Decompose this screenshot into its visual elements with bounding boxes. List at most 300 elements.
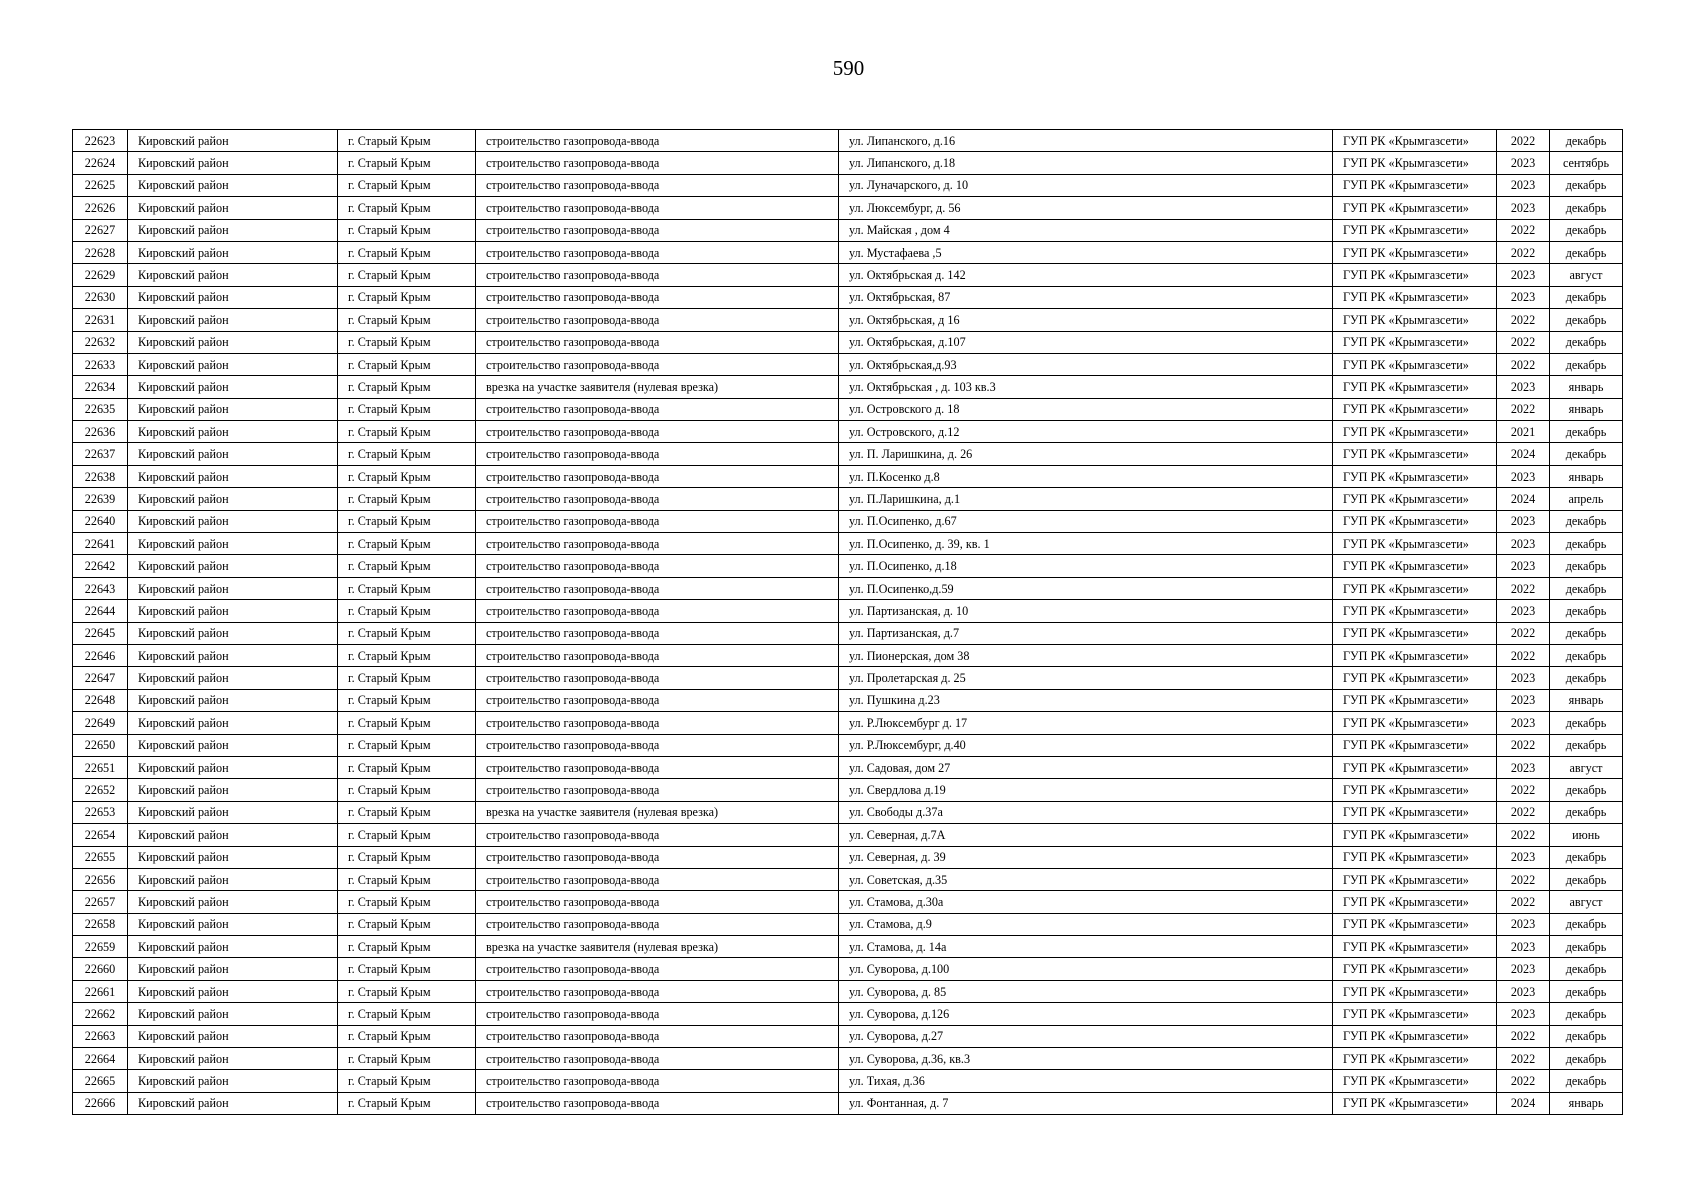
organization-cell: ГУП РК «Крымгазсети» [1333, 824, 1497, 846]
district-cell: Кировский район [128, 891, 338, 913]
locality-cell: г. Старый Крым [338, 197, 476, 219]
year-cell: 2023 [1497, 980, 1550, 1002]
row-number-cell: 22663 [73, 1025, 128, 1047]
work-type-cell: строительство газопровода-ввода [476, 488, 839, 510]
organization-cell: ГУП РК «Крымгазсети» [1333, 1003, 1497, 1025]
district-cell: Кировский район [128, 913, 338, 935]
row-number-cell: 22623 [73, 130, 128, 152]
row-number-cell: 22625 [73, 174, 128, 196]
address-cell: ул. П.Осипенко,д.59 [839, 577, 1333, 599]
address-cell: ул. Октябрьская,д.93 [839, 353, 1333, 375]
organization-cell: ГУП РК «Крымгазсети» [1333, 555, 1497, 577]
work-type-cell: строительство газопровода-ввода [476, 555, 839, 577]
organization-cell: ГУП РК «Крымгазсети» [1333, 756, 1497, 778]
district-cell: Кировский район [128, 264, 338, 286]
address-cell: ул. Советская, д.35 [839, 868, 1333, 890]
organization-cell: ГУП РК «Крымгазсети» [1333, 913, 1497, 935]
row-number-cell: 22664 [73, 1048, 128, 1070]
address-cell: ул. Островского д. 18 [839, 398, 1333, 420]
month-cell: январь [1550, 1092, 1623, 1114]
row-number-cell: 22632 [73, 331, 128, 353]
row-number-cell: 22627 [73, 219, 128, 241]
organization-cell: ГУП РК «Крымгазсети» [1333, 241, 1497, 263]
month-cell: январь [1550, 376, 1623, 398]
address-cell: ул. Октябрьская, д 16 [839, 309, 1333, 331]
work-type-cell: строительство газопровода-ввода [476, 286, 839, 308]
district-cell: Кировский район [128, 331, 338, 353]
year-cell: 2022 [1497, 868, 1550, 890]
district-cell: Кировский район [128, 219, 338, 241]
work-type-cell: строительство газопровода-ввода [476, 734, 839, 756]
district-cell: Кировский район [128, 958, 338, 980]
organization-cell: ГУП РК «Крымгазсети» [1333, 936, 1497, 958]
organization-cell: ГУП РК «Крымгазсети» [1333, 689, 1497, 711]
year-cell: 2023 [1497, 174, 1550, 196]
district-cell: Кировский район [128, 1048, 338, 1070]
year-cell: 2022 [1497, 353, 1550, 375]
month-cell: август [1550, 264, 1623, 286]
district-cell: Кировский район [128, 1070, 338, 1092]
work-type-cell: строительство газопровода-ввода [476, 980, 839, 1002]
month-cell: декабрь [1550, 734, 1623, 756]
table-row [73, 868, 1623, 890]
organization-cell: ГУП РК «Крымгазсети» [1333, 152, 1497, 174]
work-type-cell: строительство газопровода-ввода [476, 510, 839, 532]
year-cell: 2022 [1497, 398, 1550, 420]
organization-cell: ГУП РК «Крымгазсети» [1333, 197, 1497, 219]
district-cell: Кировский район [128, 689, 338, 711]
year-cell: 2023 [1497, 286, 1550, 308]
locality-cell: г. Старый Крым [338, 689, 476, 711]
month-cell: декабрь [1550, 197, 1623, 219]
year-cell: 2023 [1497, 936, 1550, 958]
locality-cell: г. Старый Крым [338, 891, 476, 913]
locality-cell: г. Старый Крым [338, 1048, 476, 1070]
year-cell: 2022 [1497, 331, 1550, 353]
work-type-cell: строительство газопровода-ввода [476, 398, 839, 420]
address-cell: ул. Северная, д.7А [839, 824, 1333, 846]
year-cell: 2023 [1497, 689, 1550, 711]
table-row [73, 174, 1623, 196]
organization-cell: ГУП РК «Крымгазсети» [1333, 891, 1497, 913]
organization-cell: ГУП РК «Крымгазсети» [1333, 1070, 1497, 1092]
year-cell: 2022 [1497, 779, 1550, 801]
work-type-cell: строительство газопровода-ввода [476, 1025, 839, 1047]
year-cell: 2023 [1497, 510, 1550, 532]
organization-cell: ГУП РК «Крымгазсети» [1333, 353, 1497, 375]
district-cell: Кировский район [128, 756, 338, 778]
district-cell: Кировский район [128, 936, 338, 958]
month-cell: декабрь [1550, 533, 1623, 555]
district-cell: Кировский район [128, 510, 338, 532]
year-cell: 2023 [1497, 846, 1550, 868]
year-cell: 2022 [1497, 1048, 1550, 1070]
table-row [73, 264, 1623, 286]
month-cell: декабрь [1550, 936, 1623, 958]
district-cell: Кировский район [128, 667, 338, 689]
table-row [73, 488, 1623, 510]
address-cell: ул. Р.Люксембург д. 17 [839, 712, 1333, 734]
month-cell: декабрь [1550, 555, 1623, 577]
row-number-cell: 22633 [73, 353, 128, 375]
locality-cell: г. Старый Крым [338, 421, 476, 443]
month-cell: декабрь [1550, 622, 1623, 644]
year-cell: 2023 [1497, 533, 1550, 555]
month-cell: январь [1550, 465, 1623, 487]
row-number-cell: 22649 [73, 712, 128, 734]
month-cell: декабрь [1550, 1025, 1623, 1047]
district-cell: Кировский район [128, 824, 338, 846]
work-type-cell: строительство газопровода-ввода [476, 1070, 839, 1092]
address-cell: ул. Стамова, д. 14а [839, 936, 1333, 958]
locality-cell: г. Старый Крым [338, 241, 476, 263]
table-row [73, 644, 1623, 666]
row-number-cell: 22637 [73, 443, 128, 465]
table-row [73, 376, 1623, 398]
year-cell: 2022 [1497, 622, 1550, 644]
month-cell: декабрь [1550, 980, 1623, 1002]
month-cell: июнь [1550, 824, 1623, 846]
table-row [73, 443, 1623, 465]
table-row [73, 1048, 1623, 1070]
row-number-cell: 22636 [73, 421, 128, 443]
locality-cell: г. Старый Крым [338, 1092, 476, 1114]
district-cell: Кировский район [128, 980, 338, 1002]
year-cell: 2022 [1497, 577, 1550, 599]
row-number-cell: 22666 [73, 1092, 128, 1114]
organization-cell: ГУП РК «Крымгазсети» [1333, 443, 1497, 465]
month-cell: сентябрь [1550, 152, 1623, 174]
locality-cell: г. Старый Крым [338, 1070, 476, 1092]
organization-cell: ГУП РК «Крымгазсети» [1333, 1025, 1497, 1047]
row-number-cell: 22653 [73, 801, 128, 823]
organization-cell: ГУП РК «Крымгазсети» [1333, 644, 1497, 666]
address-cell: ул. Островского, д.12 [839, 421, 1333, 443]
month-cell: декабрь [1550, 846, 1623, 868]
locality-cell: г. Старый Крым [338, 376, 476, 398]
year-cell: 2024 [1497, 1092, 1550, 1114]
address-cell: ул. Суворова, д.27 [839, 1025, 1333, 1047]
table-row [73, 779, 1623, 801]
locality-cell: г. Старый Крым [338, 286, 476, 308]
table-row [73, 913, 1623, 935]
row-number-cell: 22658 [73, 913, 128, 935]
month-cell: декабрь [1550, 1070, 1623, 1092]
organization-cell: ГУП РК «Крымгазсети» [1333, 309, 1497, 331]
locality-cell: г. Старый Крым [338, 577, 476, 599]
locality-cell: г. Старый Крым [338, 868, 476, 890]
table-row [73, 980, 1623, 1002]
year-cell: 2023 [1497, 465, 1550, 487]
address-cell: ул. Северная, д. 39 [839, 846, 1333, 868]
district-cell: Кировский район [128, 868, 338, 890]
organization-cell: ГУП РК «Крымгазсети» [1333, 734, 1497, 756]
year-cell: 2022 [1497, 1025, 1550, 1047]
locality-cell: г. Старый Крым [338, 824, 476, 846]
year-cell: 2023 [1497, 555, 1550, 577]
month-cell: декабрь [1550, 1048, 1623, 1070]
organization-cell: ГУП РК «Крымгазсети» [1333, 331, 1497, 353]
work-type-cell: строительство газопровода-ввода [476, 600, 839, 622]
month-cell: декабрь [1550, 219, 1623, 241]
work-type-cell: строительство газопровода-ввода [476, 152, 839, 174]
locality-cell: г. Старый Крым [338, 779, 476, 801]
organization-cell: ГУП РК «Крымгазсети» [1333, 130, 1497, 152]
organization-cell: ГУП РК «Крымгазсети» [1333, 488, 1497, 510]
work-type-cell: строительство газопровода-ввода [476, 331, 839, 353]
address-cell: ул. Партизанская, д.7 [839, 622, 1333, 644]
organization-cell: ГУП РК «Крымгазсети» [1333, 846, 1497, 868]
year-cell: 2023 [1497, 600, 1550, 622]
address-cell: ул. П. Ларишкина, д. 26 [839, 443, 1333, 465]
district-cell: Кировский район [128, 130, 338, 152]
work-type-cell: врезка на участке заявителя (нулевая врезка) [476, 936, 839, 958]
month-cell: декабрь [1550, 712, 1623, 734]
organization-cell: ГУП РК «Крымгазсети» [1333, 577, 1497, 599]
work-type-cell: врезка на участке заявителя (нулевая врезка) [476, 801, 839, 823]
row-number-cell: 22640 [73, 510, 128, 532]
month-cell: декабрь [1550, 958, 1623, 980]
row-number-cell: 22652 [73, 779, 128, 801]
work-type-cell: строительство газопровода-ввода [476, 779, 839, 801]
address-cell: ул. Октябрьская, д.107 [839, 331, 1333, 353]
organization-cell: ГУП РК «Крымгазсети» [1333, 465, 1497, 487]
district-cell: Кировский район [128, 801, 338, 823]
year-cell: 2023 [1497, 264, 1550, 286]
table-row [73, 801, 1623, 823]
month-cell: декабрь [1550, 801, 1623, 823]
row-number-cell: 22656 [73, 868, 128, 890]
locality-cell: г. Старый Крым [338, 533, 476, 555]
work-type-cell: строительство газопровода-ввода [476, 219, 839, 241]
district-cell: Кировский район [128, 1092, 338, 1114]
month-cell: декабрь [1550, 913, 1623, 935]
locality-cell: г. Старый Крым [338, 331, 476, 353]
table-row [73, 958, 1623, 980]
work-type-cell: строительство газопровода-ввода [476, 1003, 839, 1025]
work-type-cell: строительство газопровода-ввода [476, 891, 839, 913]
month-cell: декабрь [1550, 779, 1623, 801]
month-cell: декабрь [1550, 1003, 1623, 1025]
table-row [73, 130, 1623, 152]
locality-cell: г. Старый Крым [338, 600, 476, 622]
organization-cell: ГУП РК «Крымгазсети» [1333, 421, 1497, 443]
locality-cell: г. Старый Крым [338, 443, 476, 465]
page-number: 590 [832, 56, 865, 80]
table-row [73, 286, 1623, 308]
locality-cell: г. Старый Крым [338, 936, 476, 958]
work-type-cell: строительство газопровода-ввода [476, 1092, 839, 1114]
work-type-cell: строительство газопровода-ввода [476, 443, 839, 465]
table-row [73, 667, 1623, 689]
month-cell: декабрь [1550, 353, 1623, 375]
month-cell: декабрь [1550, 510, 1623, 532]
month-cell: декабрь [1550, 174, 1623, 196]
year-cell: 2022 [1497, 241, 1550, 263]
month-cell: декабрь [1550, 309, 1623, 331]
row-number-cell: 22631 [73, 309, 128, 331]
row-number-cell: 22639 [73, 488, 128, 510]
work-type-cell: строительство газопровода-ввода [476, 421, 839, 443]
row-number-cell: 22648 [73, 689, 128, 711]
organization-cell: ГУП РК «Крымгазсети» [1333, 980, 1497, 1002]
organization-cell: ГУП РК «Крымгазсети» [1333, 286, 1497, 308]
district-cell: Кировский район [128, 286, 338, 308]
locality-cell: г. Старый Крым [338, 712, 476, 734]
row-number-cell: 22654 [73, 824, 128, 846]
locality-cell: г. Старый Крым [338, 734, 476, 756]
table-row [73, 600, 1623, 622]
work-type-cell: строительство газопровода-ввода [476, 1048, 839, 1070]
address-cell: ул. Пионерская, дом 38 [839, 644, 1333, 666]
table-row [73, 936, 1623, 958]
month-cell: декабрь [1550, 443, 1623, 465]
year-cell: 2023 [1497, 197, 1550, 219]
table-row [73, 1092, 1623, 1114]
row-number-cell: 22661 [73, 980, 128, 1002]
district-cell: Кировский район [128, 779, 338, 801]
work-type-cell: строительство газопровода-ввода [476, 353, 839, 375]
organization-cell: ГУП РК «Крымгазсети» [1333, 622, 1497, 644]
district-cell: Кировский район [128, 465, 338, 487]
address-cell: ул. Липанского, д.16 [839, 130, 1333, 152]
district-cell: Кировский район [128, 241, 338, 263]
locality-cell: г. Старый Крым [338, 510, 476, 532]
year-cell: 2022 [1497, 219, 1550, 241]
locality-cell: г. Старый Крым [338, 801, 476, 823]
work-type-cell: строительство газопровода-ввода [476, 689, 839, 711]
table-row [73, 712, 1623, 734]
work-type-cell: строительство газопровода-ввода [476, 868, 839, 890]
organization-cell: ГУП РК «Крымгазсети» [1333, 219, 1497, 241]
address-cell: ул. Стамова, д.9 [839, 913, 1333, 935]
locality-cell: г. Старый Крым [338, 667, 476, 689]
work-type-cell: строительство газопровода-ввода [476, 622, 839, 644]
locality-cell: г. Старый Крым [338, 846, 476, 868]
month-cell: декабрь [1550, 667, 1623, 689]
year-cell: 2022 [1497, 309, 1550, 331]
locality-cell: г. Старый Крым [338, 219, 476, 241]
year-cell: 2022 [1497, 734, 1550, 756]
organization-cell: ГУП РК «Крымгазсети» [1333, 533, 1497, 555]
address-cell: ул. Тихая, д.36 [839, 1070, 1333, 1092]
table-row [73, 1070, 1623, 1092]
organization-cell: ГУП РК «Крымгазсети» [1333, 376, 1497, 398]
locality-cell: г. Старый Крым [338, 152, 476, 174]
address-cell: ул. Суворова, д.36, кв.3 [839, 1048, 1333, 1070]
year-cell: 2024 [1497, 443, 1550, 465]
row-number-cell: 22647 [73, 667, 128, 689]
district-cell: Кировский район [128, 555, 338, 577]
work-type-cell: строительство газопровода-ввода [476, 264, 839, 286]
row-number-cell: 22643 [73, 577, 128, 599]
table-row [73, 1003, 1623, 1025]
table-row [73, 465, 1623, 487]
address-cell: ул. Фонтанная, д. 7 [839, 1092, 1333, 1114]
row-number-cell: 22659 [73, 936, 128, 958]
month-cell: декабрь [1550, 868, 1623, 890]
address-cell: ул. П.Осипенко, д.67 [839, 510, 1333, 532]
month-cell: декабрь [1550, 421, 1623, 443]
district-cell: Кировский район [128, 644, 338, 666]
year-cell: 2022 [1497, 130, 1550, 152]
row-number-cell: 22626 [73, 197, 128, 219]
district-cell: Кировский район [128, 488, 338, 510]
month-cell: август [1550, 891, 1623, 913]
work-type-cell: строительство газопровода-ввода [476, 846, 839, 868]
address-cell: ул. Пролетарская д. 25 [839, 667, 1333, 689]
address-cell: ул. П.Косенко д.8 [839, 465, 1333, 487]
work-type-cell: строительство газопровода-ввода [476, 712, 839, 734]
table-row [73, 846, 1623, 868]
address-cell: ул. П.Осипенко, д. 39, кв. 1 [839, 533, 1333, 555]
organization-cell: ГУП РК «Крымгазсети» [1333, 510, 1497, 532]
row-number-cell: 22650 [73, 734, 128, 756]
year-cell: 2023 [1497, 958, 1550, 980]
work-type-cell: строительство газопровода-ввода [476, 533, 839, 555]
address-cell: ул. Мустафаева ,5 [839, 241, 1333, 263]
row-number-cell: 22662 [73, 1003, 128, 1025]
table-row [73, 622, 1623, 644]
year-cell: 2023 [1497, 712, 1550, 734]
table-row [73, 689, 1623, 711]
locality-cell: г. Старый Крым [338, 174, 476, 196]
district-cell: Кировский район [128, 197, 338, 219]
locality-cell: г. Старый Крым [338, 622, 476, 644]
year-cell: 2023 [1497, 756, 1550, 778]
work-type-cell: строительство газопровода-ввода [476, 958, 839, 980]
table-row [73, 577, 1623, 599]
address-cell: ул. Липанского, д.18 [839, 152, 1333, 174]
organization-cell: ГУП РК «Крымгазсети» [1333, 667, 1497, 689]
address-cell: ул. Свободы д.37а [839, 801, 1333, 823]
month-cell: январь [1550, 398, 1623, 420]
address-cell: ул. Луначарского, д. 10 [839, 174, 1333, 196]
address-cell: ул. Пушкина д.23 [839, 689, 1333, 711]
district-cell: Кировский район [128, 309, 338, 331]
address-cell: ул. Октябрьская д. 142 [839, 264, 1333, 286]
table-row [73, 398, 1623, 420]
row-number-cell: 22655 [73, 846, 128, 868]
district-cell: Кировский район [128, 398, 338, 420]
district-cell: Кировский район [128, 353, 338, 375]
work-type-cell: строительство газопровода-ввода [476, 130, 839, 152]
year-cell: 2022 [1497, 1070, 1550, 1092]
organization-cell: ГУП РК «Крымгазсети» [1333, 801, 1497, 823]
locality-cell: г. Старый Крым [338, 644, 476, 666]
organization-cell: ГУП РК «Крымгазсети» [1333, 1048, 1497, 1070]
address-cell: ул. Суворова, д. 85 [839, 980, 1333, 1002]
district-cell: Кировский район [128, 421, 338, 443]
district-cell: Кировский район [128, 622, 338, 644]
address-cell: ул. Р.Люксембург, д.40 [839, 734, 1333, 756]
month-cell: декабрь [1550, 331, 1623, 353]
year-cell: 2024 [1497, 488, 1550, 510]
address-cell: ул. Октябрьская , д. 103 кв.3 [839, 376, 1333, 398]
month-cell: декабрь [1550, 577, 1623, 599]
table-row [73, 891, 1623, 913]
row-number-cell: 22651 [73, 756, 128, 778]
address-cell: ул. Свердлова д.19 [839, 779, 1333, 801]
locality-cell: г. Старый Крым [338, 980, 476, 1002]
organization-cell: ГУП РК «Крымгазсети» [1333, 712, 1497, 734]
district-cell: Кировский район [128, 152, 338, 174]
locality-cell: г. Старый Крым [338, 756, 476, 778]
year-cell: 2022 [1497, 644, 1550, 666]
table-row [73, 533, 1623, 555]
table-body [73, 130, 1623, 1115]
locality-cell: г. Старый Крым [338, 353, 476, 375]
